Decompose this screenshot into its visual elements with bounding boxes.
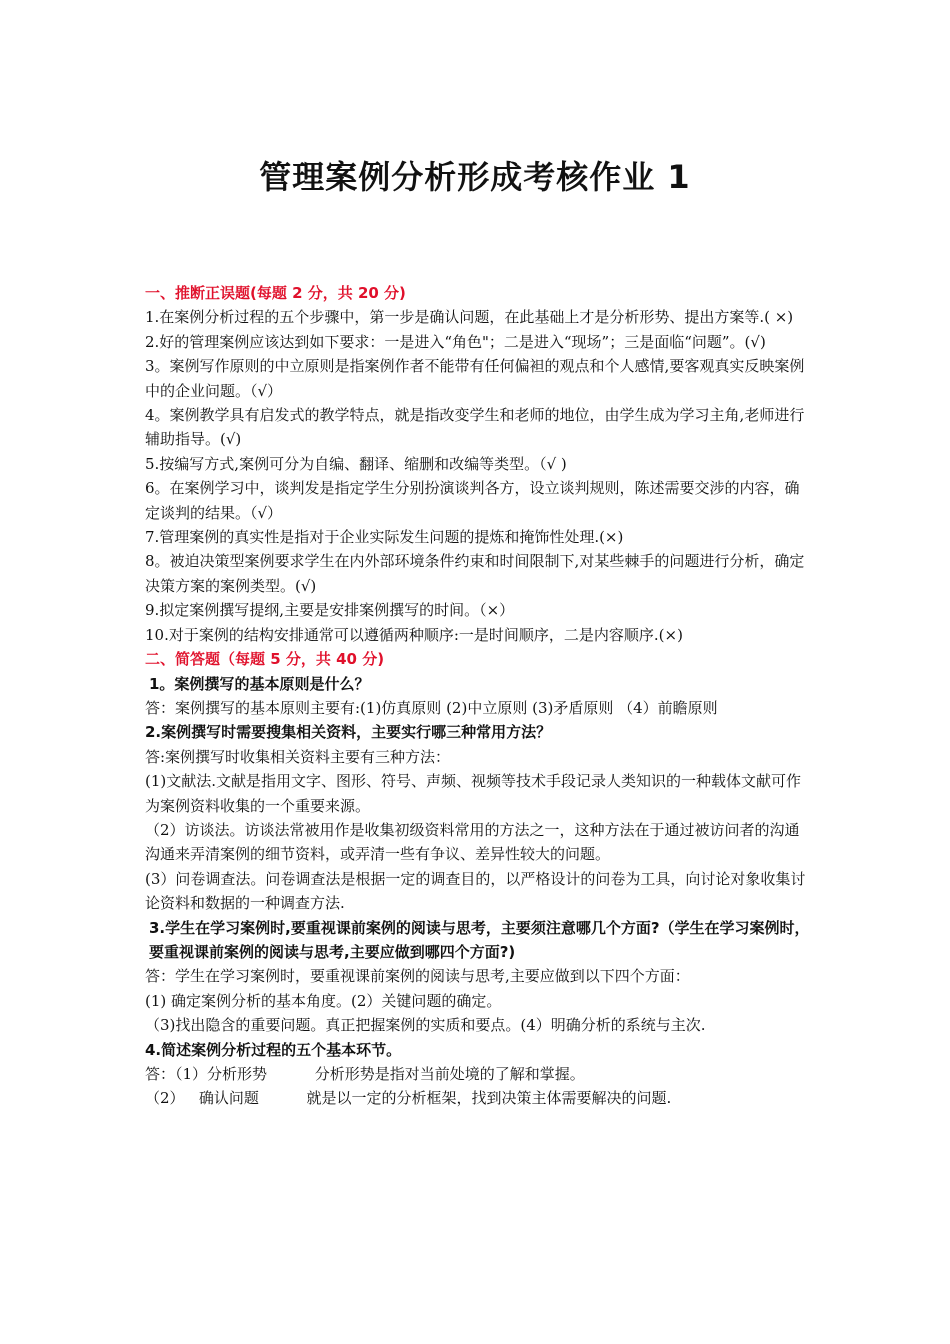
question-1: 1。案例撰写的基本原则是什么？ [149,674,370,693]
answer-2-line: 答:案例撰写时收集相关资料主要有三种方法： [145,747,451,766]
tf-item: 5.按编写方式,案例可分为自编、翻译、缩删和改编等类型。（√ ) [145,454,567,473]
answer-3-line: （3)找出隐含的重要问题。真正把握案例的实质和要点。(4）明确分析的系统与主次. [145,1016,706,1035]
tf-item: 4。案例教学具有启发式的教学特点，就是指改变学生和老师的地位，由学生成为学习主角,老师进行辅助指导。(√) [145,406,805,449]
tf-item: 1.在案例分析过程的五个步骤中，第一步是确认问题，在此基础上才是分析形势、提出方案等.( ×) [145,308,794,327]
tf-item: 2.好的管理案例应该达到如下要求：一是进入“角色"；二是进入“现场”；三是面临“问题”。(√) [145,332,766,351]
answer-2-line: （2）访谈法。访谈法常被用作是收集初级资料常用的方法之一，这种方法在于通过被访问者的沟通沟通来弄清案例的细节资料，或弄清一些有争议、差异性较大的问题。 [145,820,800,864]
answer-2-line: (1)文献法.文献是指用文字、图形、符号、声频、视频等技术手段记录人类知识的一种载体文献可作为案例资料收集的一个重要来源。 [145,772,802,815]
answer-2-line: (3）问卷调查法。问卷调查法是根据一定的调查目的，以严格设计的问卷为工具，向讨论对象收集讨论资料和数据的一种调查方法. [145,869,806,913]
answer-1: 答：案例撰写的基本原则主要有:(1)仿真原则 (2)中立原则 (3)矛盾原则 （4）前瞻原则 [145,698,718,717]
tf-item: 8。被迫决策型案例要求学生在内外部环境条件约束和时间限制下,对某些棘手的问题进行分析，确定决策方案的案例类型。(√) [145,552,805,595]
document-body [145,281,810,1111]
question-2: 2.案例撰写时需要搜集相关资料，主要实行哪三种常用方法？ [145,723,552,742]
question-4: 4.简述案例分析过程的五个基本环节。 [145,1040,402,1059]
tf-item: 3。案例写作原则的中立原则是指案例作者不能带有任何偏袒的观点和个人感情,要客观真实反映案例中的企业问题。（√） [145,357,805,400]
answer-3-line: (1) 确定案例分析的基本角度。(2）关键问题的确定。 [145,991,502,1010]
answer-4-line: （2） 确认问题 就是以一定的分析框架，找到决策主体需要解决的问题. [145,1089,672,1108]
tf-item: 7.管理案例的真实性是指对于企业实际发生问题的提炼和掩饰性处理.(×) [145,528,624,547]
answer-3-line: 答：学生在学习案例时，要重视课前案例的阅读与思考,主要应做到以下四个方面： [145,967,690,986]
answer-4-line: 答：（1）分析形势 分析形势是指对当前处境的了解和掌握。 [145,1065,585,1083]
question-3: 3.学生在学习案例时,要重视课前案例的阅读与思考，主要须注意哪几个方面?（学生在学习案例时，要重视课前案例的阅读与思考,主要应做到哪四个方面?) [149,918,810,961]
section-heading-short-answer: 二、简答题（每题 5 分，共 40 分) [145,650,385,669]
tf-item: 10.对于案例的结构安排通常可以遵循两种顺序:一是时间顺序，二是内容顺序.(×) [145,625,683,644]
tf-item: 9.拟定案例撰写提纲,主要是安排案例撰写的时间。（×） [145,601,515,620]
document-title: 管理案例分析形成考核作业 1 [259,158,691,196]
tf-item: 6。在案例学习中，谈判发是指定学生分别扮演谈判各方，设立谈判规则，陈述需要交涉的内容，确定谈判的结果。（√） [145,479,800,522]
section-heading-true-false: 一、推断正误题(每题 2 分，共 20 分) [145,284,406,302]
